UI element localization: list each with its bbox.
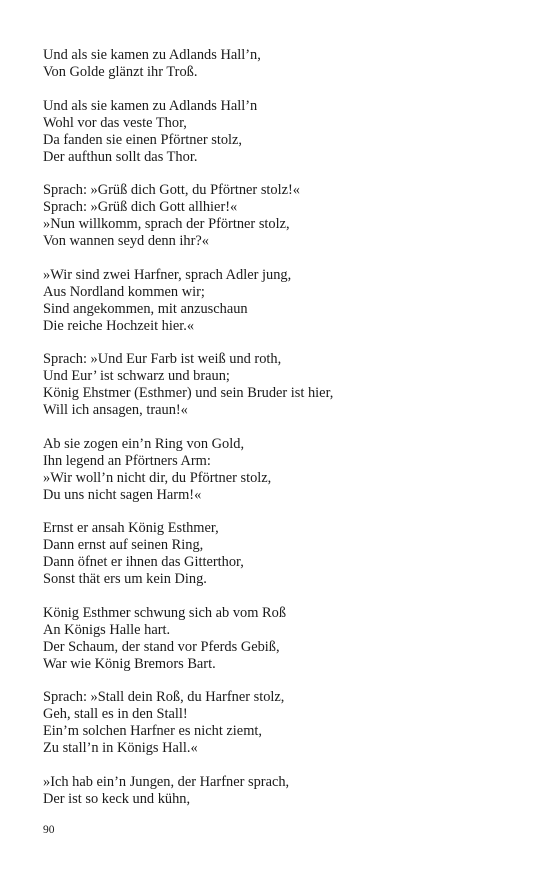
verse-line: Der Schaum, der stand vor Pferds Gebiß,: [43, 638, 280, 655]
verse-line: König Esthmer schwung sich ab vom Roß: [43, 604, 287, 621]
verse-line: Sprach: »Und Eur Farb ist weiß und roth,: [43, 351, 282, 367]
stanza: [43, 267, 523, 335]
stanza: [43, 182, 523, 250]
verse-line: Und als sie kamen zu Adlands Hall’n,: [43, 47, 261, 63]
stanza: [43, 47, 523, 81]
verse-line: König Ehstmer (Esthmer) und sein Bruder ist hier,: [43, 385, 334, 401]
stanza: [43, 689, 523, 757]
verse-line: Aus Nordland kommen wir;: [43, 283, 205, 300]
verse-line: Ein’m solchen Harfner es nicht ziemt,: [43, 723, 262, 739]
verse-line: Ab sie zogen ein’n Ring von Gold,: [43, 435, 245, 452]
stanza: [43, 98, 523, 166]
verse-line: Der ist so keck und kühn,: [43, 790, 191, 807]
verse-line: Ihn legend an Pförtners Arm:: [43, 452, 211, 469]
verse-line: Sind angekommen, mit anzuschaun: [43, 300, 248, 317]
verse-line: Will ich ansagen, traun!«: [43, 402, 188, 418]
verse-line: War wie König Bremors Bart.: [43, 655, 216, 672]
verse-line: Geh, stall es in den Stall!: [43, 706, 188, 722]
verse-line: Sprach: »Grüß dich Gott, du Pförtner stolz!«: [43, 182, 300, 198]
stanza: [43, 520, 523, 588]
stanza: [43, 351, 523, 419]
page-number: 90: [43, 824, 55, 836]
verse-line: Wohl vor das veste Thor,: [43, 114, 187, 131]
verse-line: Und Eur’ ist schwarz und braun;: [43, 368, 230, 384]
verse-line: Die reiche Hochzeit hier.«: [43, 317, 195, 334]
verse-line: Ernst er ansah König Esthmer,: [43, 520, 219, 536]
verse-line: Sprach: »Grüß dich Gott allhier!«: [43, 199, 238, 215]
verse-line: Dann öfnet er ihnen das Gitterthor,: [43, 554, 244, 570]
verse-line: Zu stall’n in Königs Hall.«: [43, 740, 198, 756]
verse-line: Sprach: »Stall dein Roß, du Harfner stolz,: [43, 689, 285, 705]
verse-line: Sonst thät ers um kein Ding.: [43, 571, 207, 587]
stanza: [43, 436, 523, 504]
verse-line: Dann ernst auf seinen Ring,: [43, 537, 204, 553]
verse-line: »Wir sind zwei Harfner, sprach Adler jung,: [43, 266, 292, 283]
verse-line: Von wannen seyd denn ihr?«: [43, 233, 209, 249]
verse-line: »Ich hab ein’n Jungen, der Harfner sprach,: [43, 773, 290, 790]
verse-line: Von Golde glänzt ihr Troß.: [43, 64, 198, 80]
stanza: [43, 605, 523, 673]
verse-line: »Nun willkomm, sprach der Pförtner stolz,: [43, 216, 290, 232]
poem-text: [43, 47, 523, 824]
verse-line: Da fanden sie einen Pförtner stolz,: [43, 131, 243, 148]
verse-line: Du uns nicht sagen Harm!«: [43, 486, 202, 503]
verse-line: An Königs Halle hart.: [43, 621, 171, 638]
verse-line: Der aufthun sollt das Thor.: [43, 148, 198, 165]
verse-line: »Wir woll’n nicht dir, du Pförtner stolz,: [43, 469, 272, 486]
stanza: [43, 774, 523, 808]
verse-line: Und als sie kamen zu Adlands Hall’n: [43, 97, 258, 114]
